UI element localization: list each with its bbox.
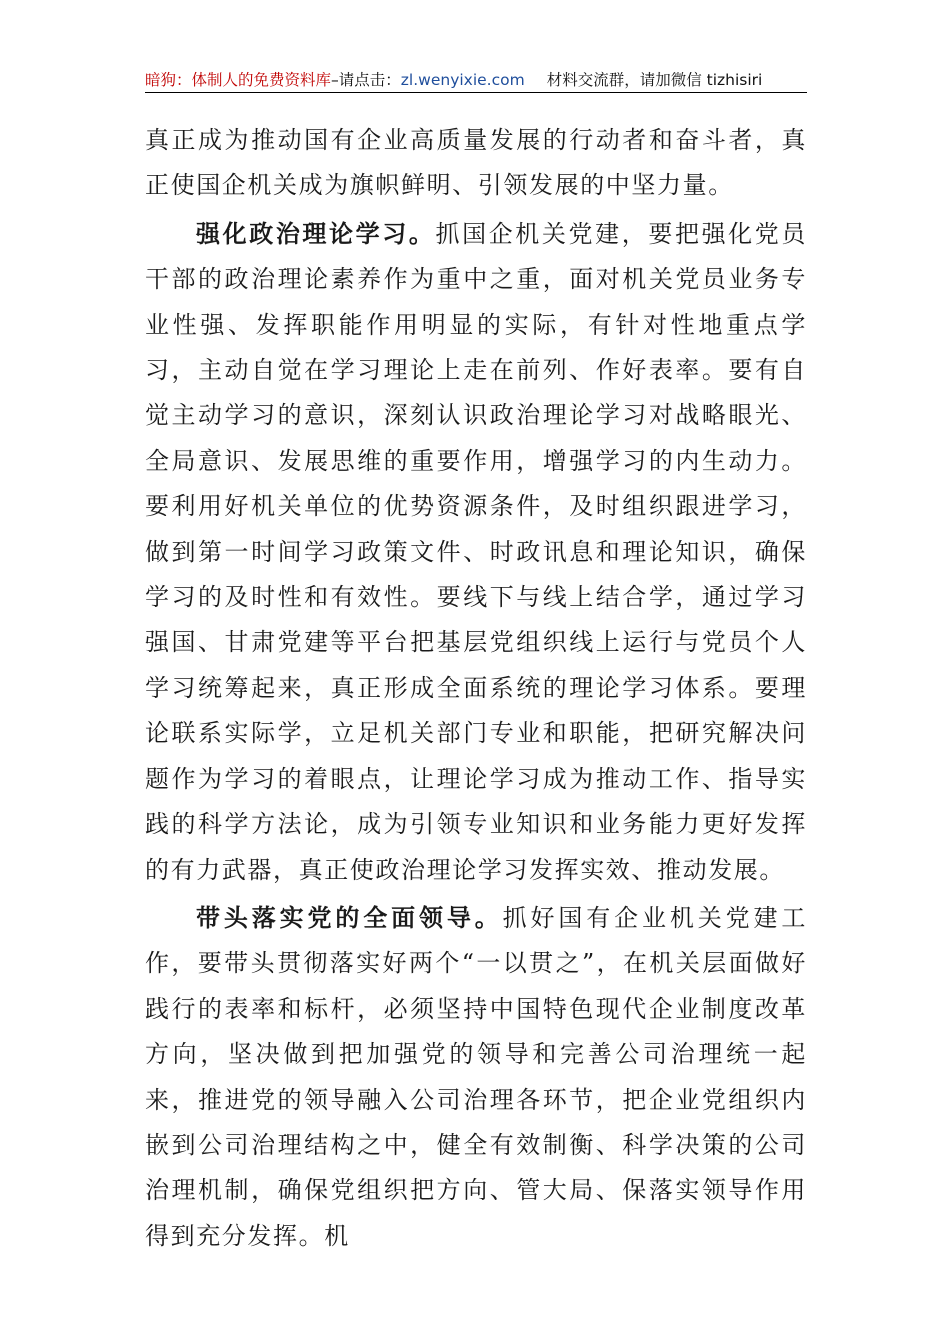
paragraph-heading: 带头落实党的全面领导。: [196, 903, 503, 932]
header-divider: [145, 92, 807, 93]
paragraph-party-leadership: [145, 896, 807, 1259]
header-site-name: 暗狗：体制人的免费资料库: [145, 71, 332, 89]
paragraph-text: 抓好国有企业机关党建工作，要带头贯彻落实好两个“一以贯之”，在机关层面做好践行的表率和标杆，必须坚持中国特色现代企业制度改革方向，坚决做到把加强党的领导和完善公司治理统一起来，推进党的领导融入公司治理各环节，把企业党组织内嵌到公司治理结构之中，健全有效制衡、科学决策的公司治理机制，确保党组织把方向、管大局、保落实领导作用得到充分发挥。机: [145, 903, 807, 1250]
header-url-link[interactable]: zl.wenyixie.com: [400, 71, 525, 89]
document-body: [145, 118, 807, 1262]
paragraph-political-study: [145, 212, 807, 893]
paragraph-text: 真正成为推动国有企业高质量发展的行动者和奋斗者，真正使国企机关成为旗帜鲜明、引领发展的中坚力量。: [145, 126, 807, 200]
paragraph-heading: 强化政治理论学习。: [196, 219, 436, 248]
page-header: [145, 68, 807, 90]
paragraph-continuation: [145, 118, 807, 209]
header-wechat-note: 材料交流群，请加微信 tizhisiri: [546, 71, 763, 89]
paragraph-text: 抓国企机关党建，要把强化党员干部的政治理论素养作为重中之重，面对机关党员业务专业性强、发挥职能作用明显的实际，有针对性地重点学习，主动自觉在学习理论上走在前列、作好表率。要有自觉主动学习的意识，深刻认识政治理论学习对战略眼光、全局意识、发展思维的重要作用，增强学习的内生动力。要利用好机关单位的优势资源条件，及时组织跟进学习，做到第一时间学习政策文件、时政讯息和理论知识，确保学习的及时性和有效性。要线下与线上结合学，通过学习强国、甘肃党建等平台把基层党组织线上运行与党员个人学习统筹起来，真正形成全面系统的理论学习体系。要理论联系实际学，立足机关部门专业和职能，把研究解决问题作为学习的着眼点，让理论学习成为推动工作、指导实践的科学方法论，成为引领专业知识和业务能力更好发挥的有力武器，真正使政治理论学习发挥实效、推动发展。: [145, 219, 807, 884]
header-click-prompt: –请点击：: [331, 71, 401, 89]
